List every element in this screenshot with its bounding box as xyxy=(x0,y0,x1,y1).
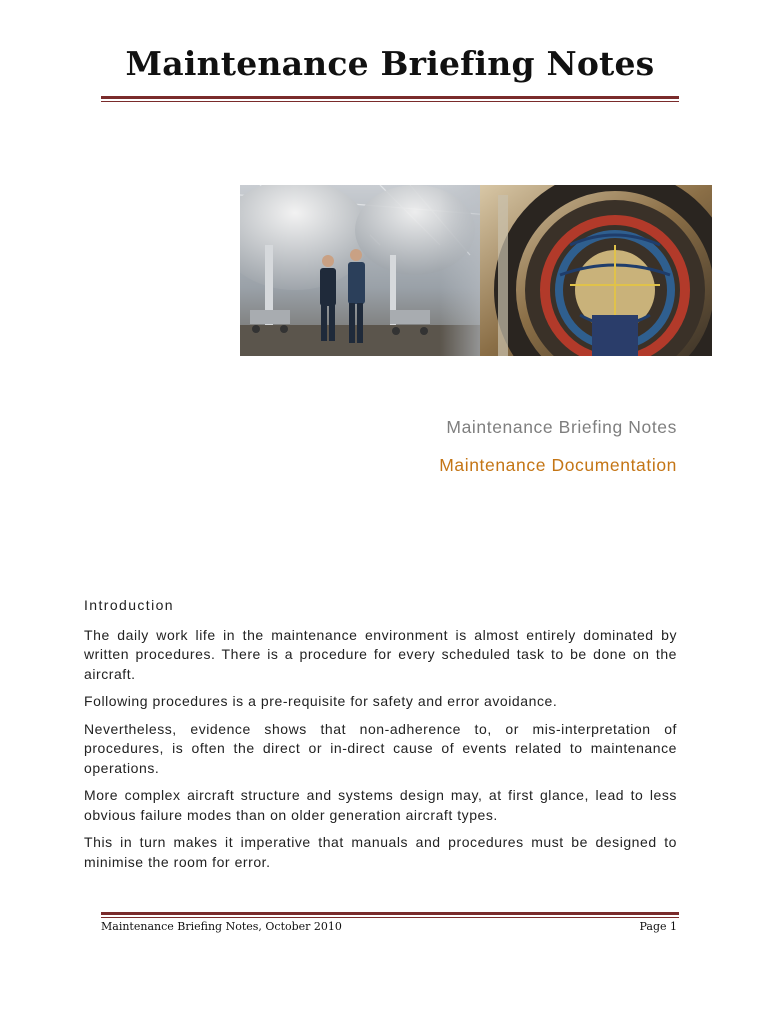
footer-divider xyxy=(101,912,679,918)
cover-photo xyxy=(240,185,712,356)
paragraph: More complex aircraft structure and systems design may, at first glance, lead to less obvious failure modes than on older generation aircraft types. xyxy=(84,787,677,823)
page-number: Page 1 xyxy=(639,920,677,933)
document-topic: Maintenance Documentation xyxy=(439,455,677,475)
paragraph: This in turn makes it imperative that manuals and procedures must be designed to minimise the room for error. xyxy=(84,834,677,870)
document-title: Maintenance Briefing Notes xyxy=(125,44,655,83)
footer-document-info: Maintenance Briefing Notes, October 2010 xyxy=(101,920,342,933)
paragraph: Following procedures is a pre-requisite for safety and error avoidance. xyxy=(84,693,558,709)
introduction-section xyxy=(84,596,677,880)
header-divider xyxy=(101,96,679,102)
section-heading: Introduction xyxy=(84,597,174,613)
paragraph: The daily work life in the maintenance environment is almost entirely dominated by written procedures. There is a procedure for every scheduled task to be done on the aircraft. xyxy=(84,626,677,682)
paragraph: Nevertheless, evidence shows that non-adherence to, or mis-interpretation of procedures, is often the direct or in-direct cause of events related to maintenance operations. xyxy=(84,720,677,776)
cover-subtitle: Maintenance Briefing Notes xyxy=(446,417,677,437)
